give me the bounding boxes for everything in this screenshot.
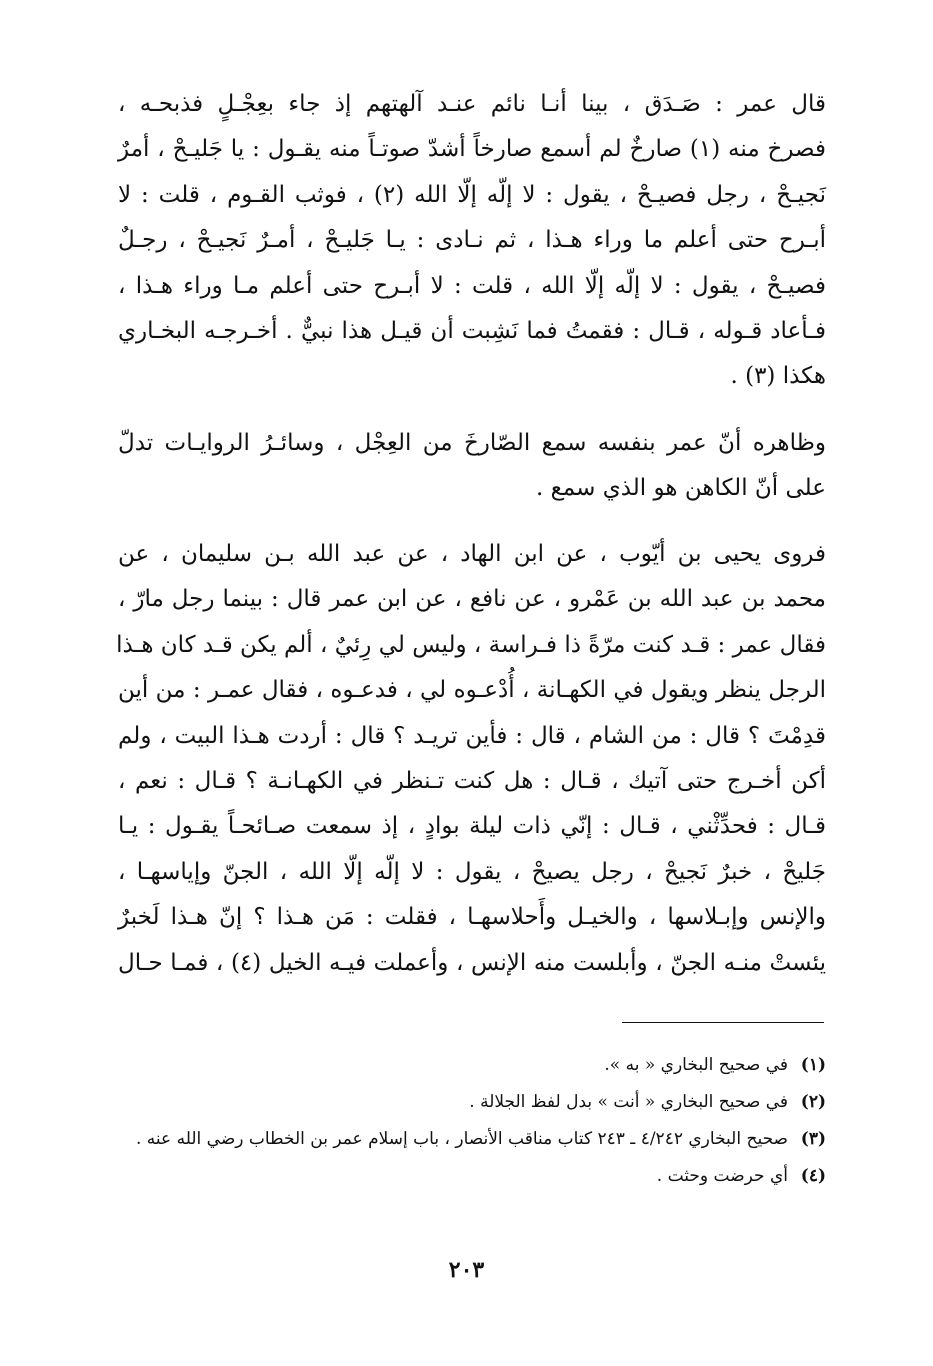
footnote-number: (٢) [800, 1092, 826, 1112]
footnote [118, 1050, 826, 1080]
text-line: محمد بن عبد الله بن عَمْرو ، عن نافع ، عن ابن عمر قال : بينما رجل مارّ ، [118, 586, 826, 613]
text-line: نَجيـحْ ، رجل فصيـحْ ، يقول : لا إلّه إلّا الله (٢) ، فوثب القـوم ، قلت : لا [118, 181, 826, 208]
footnote [118, 1124, 826, 1154]
text-line: أبـرح حتى أعلم ما وراء هـذا ، ثم نـادى : يـا جَليـحْ ، أمـرٌ نَجيـحْ ، رجـلٌ [118, 227, 826, 254]
text-line: يئستْ منـه الجنّ ، وأبلست منه الإنس ، وأعملت فيـه الخيل (٤) ، فمـا حـال [118, 949, 827, 976]
text-line: هكذا (٣) . [730, 363, 826, 390]
text-line: فـأعاد قـوله ، قـال : فقمتُ فما نَشِبت أن قيـل هذا نبيٌّ . أخـرجـه البخـاري [118, 318, 826, 345]
text-line: فروى يحيى بن أيّوب ، عن ابن الهاد ، عن عبد الله بـن سليمان ، عن [118, 541, 826, 567]
text-line: جَليحْ ، خبرٌ نَجيحْ ، رجل يصيحْ ، يقول : لا إلّه إلّا الله ، الجنّ وإياسهـا ، [118, 858, 826, 885]
paragraph [118, 421, 826, 512]
footnote-number: (١) [800, 1055, 826, 1075]
footnote [118, 1161, 826, 1191]
paragraph [118, 532, 826, 986]
text-line: الرجل ينظر ويقول في الكهـانة ، أُدْعـوه لي ، فدعـوه ، فقال عمـر : من أين [118, 677, 826, 704]
text-line: والإنس وإبـلاسها ، والخيـل وأَحلاسهـا ، فقلت : مَن هـذا ؟ إنّ هـذا لَخبرٌ [118, 904, 826, 931]
page-number: ٢٠٣ [448, 1257, 485, 1283]
text-line: قدِمْتَ ؟ قال : من الشام ، قال : فأين تريـد ؟ قال : أردت هـذا البيت ، ولم [118, 722, 826, 749]
footnote-text: في صحيح البخاري « أنت » بدل لفظ الجلالة . [469, 1092, 788, 1112]
text-line: قال عمر : صَـدَق ، بينا أنـا نائم عنـد آلهتهم إذ جاء بعِجْـلٍ فذبحـه ، [118, 91, 826, 117]
paragraph [118, 82, 826, 400]
footnotes [118, 1050, 826, 1198]
footnote-text: في صحيح البخاري « به ». [604, 1055, 788, 1075]
footnote-text: صحيح البخاري ٤/٢٤٢ ـ ٢٤٣ كتاب مناقب الأنصار ، باب إسلام عمر بن الخطاب رضي الله عنه . [136, 1129, 788, 1149]
footnote-number: (٣) [800, 1129, 826, 1149]
text-line: أكن أخـرج حتى آتيك ، قـال : هل كنت تـنظر في الكهـانـة ؟ قـال : نعم ، [118, 768, 826, 795]
text-line: فصرخ منه (١) صارخٌ لم أسمع صارخاً أشدّ صوتـاً منه يقـول : يا جَليـحْ ، أمرٌ [118, 136, 826, 163]
text-line: فصيـحْ ، يقول : لا إلّه إلّا الله ، قلت : لا أبـرح حتى أعلم مـا وراء هـذا ، [118, 272, 826, 299]
text-line: على أنّ الكاهن هو الذي سمع . [535, 475, 826, 502]
footnote-separator [622, 1022, 824, 1023]
footnote-text: أي حرضت وحثت . [656, 1166, 788, 1186]
text-line: وظاهره أنّ عمر بنفسه سمع الصّارخَ من العِجْل ، وسائـرُ الروايـات تدلّ [118, 430, 826, 456]
footnote [118, 1087, 826, 1117]
text-line: قـال : فحدِّثْني ، قـال : إنّي ذات ليلة بوادٍ ، إذ سمعت صـائحـاً يقـول : يـا [118, 813, 826, 840]
text-line: فقال عمر : قـد كنت مرّةً ذا فـراسة ، وليس لي رِئيٌ ، ألم يكن قـد كان هـذا [116, 631, 826, 658]
footnote-number: (٤) [800, 1166, 826, 1186]
